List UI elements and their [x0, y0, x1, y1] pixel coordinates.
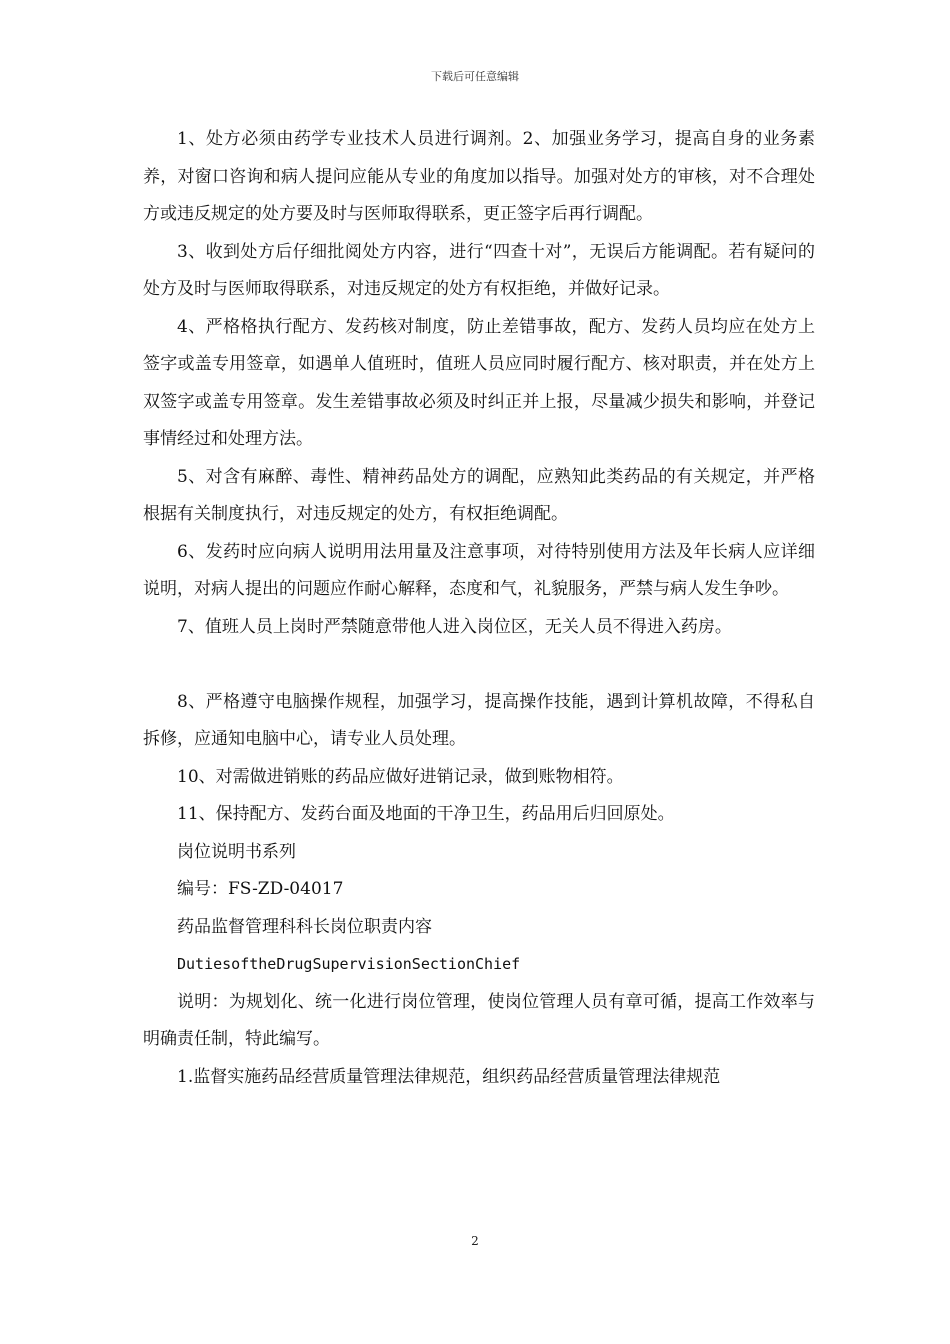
paragraph-3: 3、收到处方后仔细批阅处方内容，进行“四查十对”，无误后方能调配。若有疑问的处方及时与医师取得联系，对违反规定的处方有权拒绝，并做好记录。	[143, 241, 815, 299]
document-body	[143, 121, 815, 1096]
paragraph-11: 11、保持配方、发药台面及地面的干净卫生，药品用后归回原处。	[177, 804, 675, 824]
paragraph-5: 5、对含有麻醉、毒性、精神药品处方的调配，应熟知此类药品的有关规定，并严格根据有关制度执行，对违反规定的处方，有权拒绝调配。	[143, 466, 815, 524]
page-number: 2	[471, 1234, 479, 1248]
page-header: 下载后可任意编辑	[431, 70, 519, 83]
series-title: 岗位说明书系列	[177, 841, 296, 862]
duties-title-english: DutiesoftheDrugSupervisionSectionChief	[177, 955, 521, 973]
paragraph-1: 1、处方必须由药学专业技术人员进行调剂。2、加强业务学习，提高自身的业务素养，对窗口咨询和病人提问应能从专业的角度加以指导。加强对处方的审核，对不合理处方或违反规定的处方要及时与医师取得联系，更正签字后再行调配。	[143, 129, 815, 224]
document-number: 编号：FS-ZD-04017	[177, 879, 344, 899]
paragraph-8: 8、严格遵守电脑操作规程，加强学习，提高操作技能，遇到计算机故障，不得私自拆修，应通知电脑中心，请专业人员处理。	[143, 691, 815, 749]
duties-title: 药品监督管理科科长岗位职责内容	[177, 916, 432, 937]
description-paragraph: 说明：为规划化、统一化进行岗位管理，使岗位管理人员有章可循，提高工作效率与明确责任制，特此编写。	[143, 991, 815, 1049]
paragraph-10: 10、对需做进销账的药品应做好进销记录，做到账物相符。	[177, 766, 624, 787]
duty-item-1: 1.监督实施药品经营质量管理法律规范，组织药品经营质量管理法律规范	[177, 1066, 721, 1087]
paragraph-6: 6、发药时应向病人说明用法用量及注意事项，对待特别使用方法及年长病人应详细说明，对病人提出的问题应作耐心解释，态度和气，礼貌服务，严禁与病人发生争吵。	[143, 541, 815, 599]
paragraph-7: 7、值班人员上岗时严禁随意带他人进入岗位区，无关人员不得进入药房。	[177, 616, 732, 637]
paragraph-4: 4、严格格执行配方、发药核对制度，防止差错事故，配方、发药人员均应在处方上签字或盖专用签章，如遇单人值班时，值班人员应同时履行配方、核对职责，并在处方上双签字或盖专用签章。发生差错事故必须及时纠正并上报，尽量减少损失和影响，并登记事情经过和处理方法。	[143, 316, 815, 449]
